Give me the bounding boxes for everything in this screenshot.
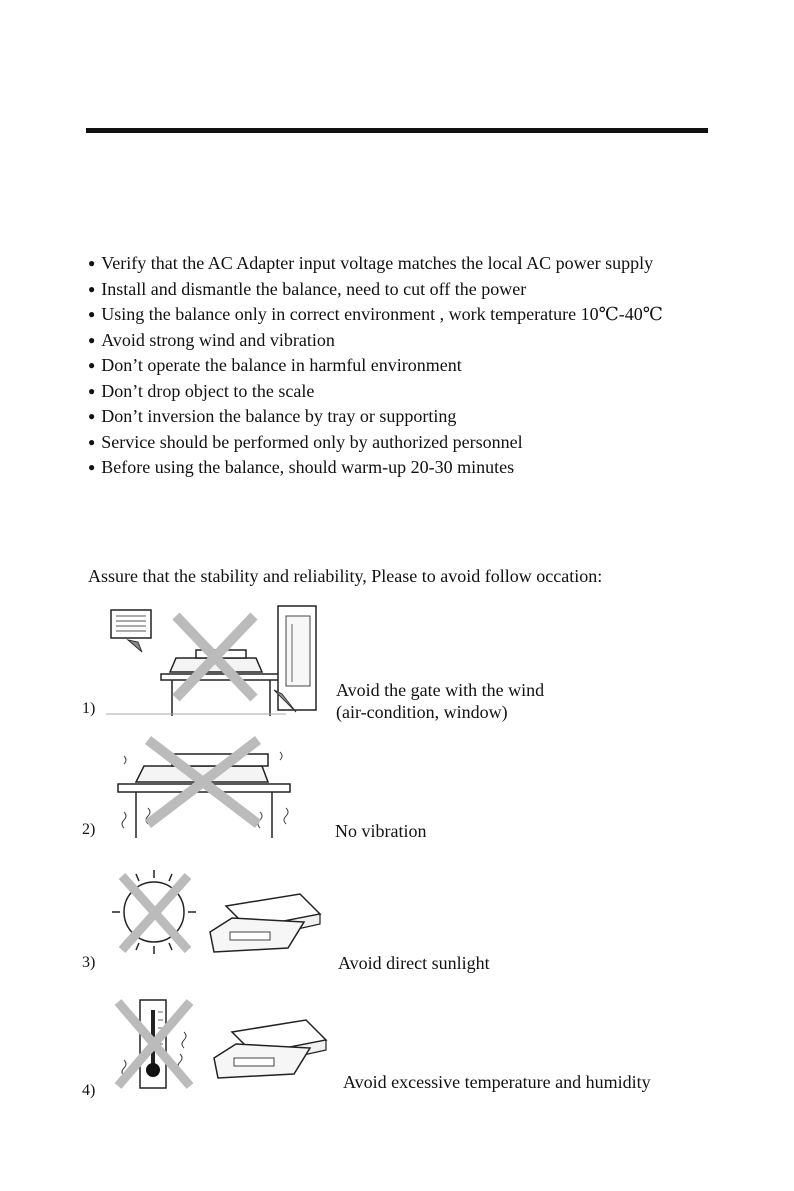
case-number: 3): [82, 954, 96, 971]
precaution-item: ● Don’t drop object to the scale: [88, 380, 663, 406]
sunlight-caption: Avoid direct sunlight: [338, 953, 490, 973]
wind-caption: [336, 679, 544, 723]
sunlight-illustration: [108, 866, 328, 964]
precaution-item: ● Service should be performed only by authorized personnel: [88, 431, 663, 457]
case-number: 4): [82, 1082, 96, 1099]
precaution-item: ● Don’t operate the balance in harmful environment: [88, 354, 663, 380]
wind-caption-line2: (air-condition, window): [336, 702, 508, 722]
precaution-item: ● Don’t inversion the balance by tray or supporting: [88, 405, 663, 431]
case-number: 1): [82, 700, 96, 717]
wind-illustration: [106, 602, 326, 718]
vibration-caption: No vibration: [335, 821, 427, 841]
precaution-item: ● Using the balance only in correct environment , work temperature 10℃-40℃: [88, 303, 663, 329]
wind-caption-line1: Avoid the gate with the wind: [336, 680, 545, 700]
precaution-item: ● Install and dismantle the balance, need to cut off the power: [88, 278, 663, 304]
precaution-item: ● Verify that the AC Adapter input voltage matches the local AC power supply: [88, 252, 663, 278]
temperature-caption: Avoid excessive temperature and humidity: [343, 1072, 651, 1092]
precaution-item: ● Avoid strong wind and vibration: [88, 329, 663, 355]
precaution-item: ● Before using the balance, should warm-up 20-30 minutes: [88, 456, 663, 482]
environment-intro: Assure that the stability and reliability, Please to avoid follow occation:: [88, 566, 603, 586]
precaution-list: [88, 252, 663, 482]
case-number: 2): [82, 821, 96, 838]
vibration-illustration: [112, 734, 298, 840]
temperature-illustration: [110, 994, 334, 1094]
header-rule: [86, 128, 708, 133]
